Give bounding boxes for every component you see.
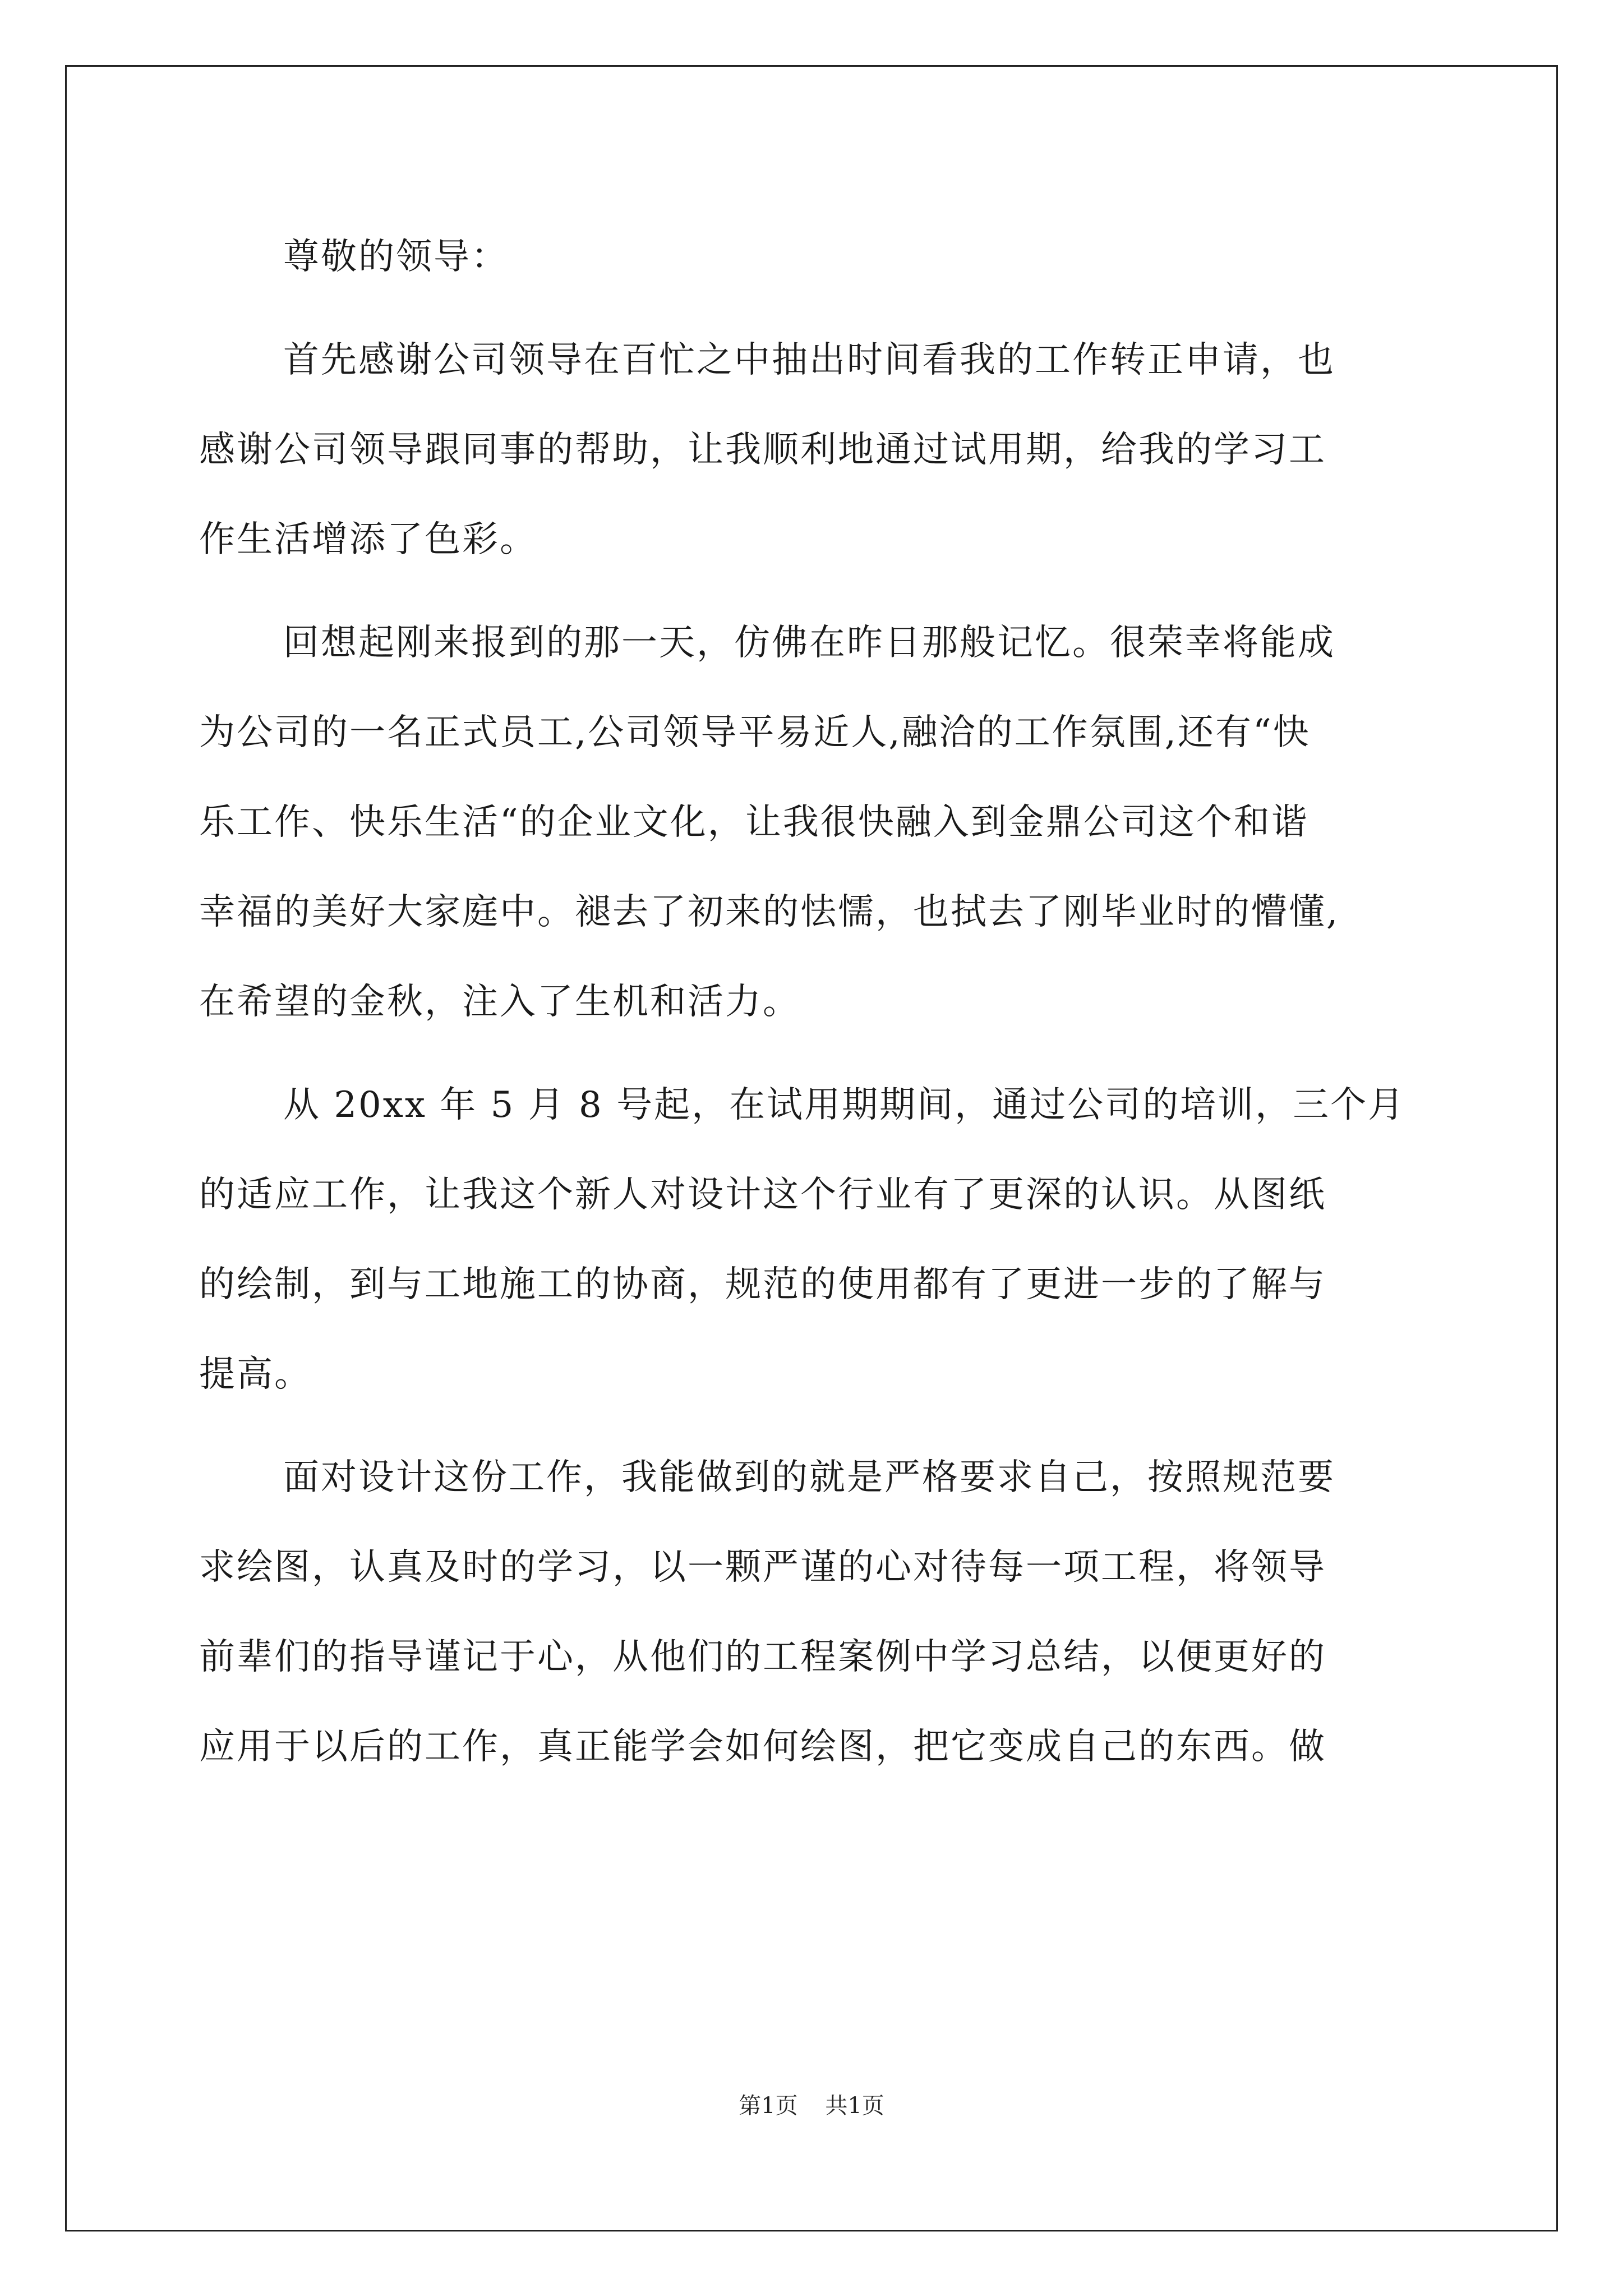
paragraph-line: 感谢公司领导跟同事的帮助，让我顺利地通过试用期，给我的学习工 — [199, 429, 1326, 471]
paragraph-line: 应用于以后的工作，真正能学会如何绘图，把它变成自己的东西。做 — [199, 1726, 1326, 1768]
paragraph-line: 的绘制，到与工地施工的协商，规范的使用都有了更进一步的了解与 — [199, 1264, 1326, 1305]
page-number-total: 共1页 — [825, 2093, 884, 2119]
paragraph-line: 作生活增添了色彩。 — [199, 519, 537, 560]
paragraph-line: 求绘图，认真及时的学习，以一颗严谨的心对待每一项工程，将领导 — [199, 1547, 1326, 1588]
paragraph-line: 的适应工作，让我这个新人对设计这个行业有了更深的认识。从图纸 — [199, 1174, 1326, 1216]
paragraph-line: 在希望的金秋，注入了生机和活力。 — [199, 981, 800, 1023]
paragraph-line: 提高。 — [199, 1354, 312, 1395]
page-footer — [0, 2088, 1623, 2120]
paragraph-4 — [199, 1433, 1461, 1792]
document-body — [199, 212, 1461, 1792]
paragraph-line: 幸福的美好大家庭中。褪去了初来的怯懦，也拭去了刚毕业时的懵懂, — [199, 891, 1340, 933]
paragraph-1 — [199, 315, 1461, 585]
salutation: 尊敬的领导： — [283, 236, 509, 278]
paragraph-2 — [199, 598, 1461, 1047]
paragraph-3 — [199, 1060, 1461, 1419]
paragraph-line: 首先感谢公司领导在百忙之中抽出时间看我的工作转正申请，也 — [283, 339, 1335, 381]
page-number-current: 第1页 — [739, 2093, 798, 2119]
paragraph-line: 回想起刚来报到的那一天，仿佛在昨日那般记忆。很荣幸将能成 — [283, 622, 1335, 664]
paragraph-line: 乐工作、快乐生活“的企业文化，让我很快融入到金鼎公司这个和谐 — [199, 802, 1309, 843]
paragraph-line: 面对设计这份工作，我能做到的就是严格要求自己，按照规范要 — [283, 1457, 1335, 1498]
paragraph-line: 为公司的一名正式员工,公司领导平易近人,融洽的工作氛围,还有“快 — [199, 712, 1311, 753]
paragraph-line: 前辈们的指导谨记于心，从他们的工程案例中学习总结，以便更好的 — [199, 1636, 1326, 1678]
paragraph-line: 从 20xx 年 5 月 8 号起，在试用期期间，通过公司的培训，三个月 — [283, 1084, 1406, 1126]
